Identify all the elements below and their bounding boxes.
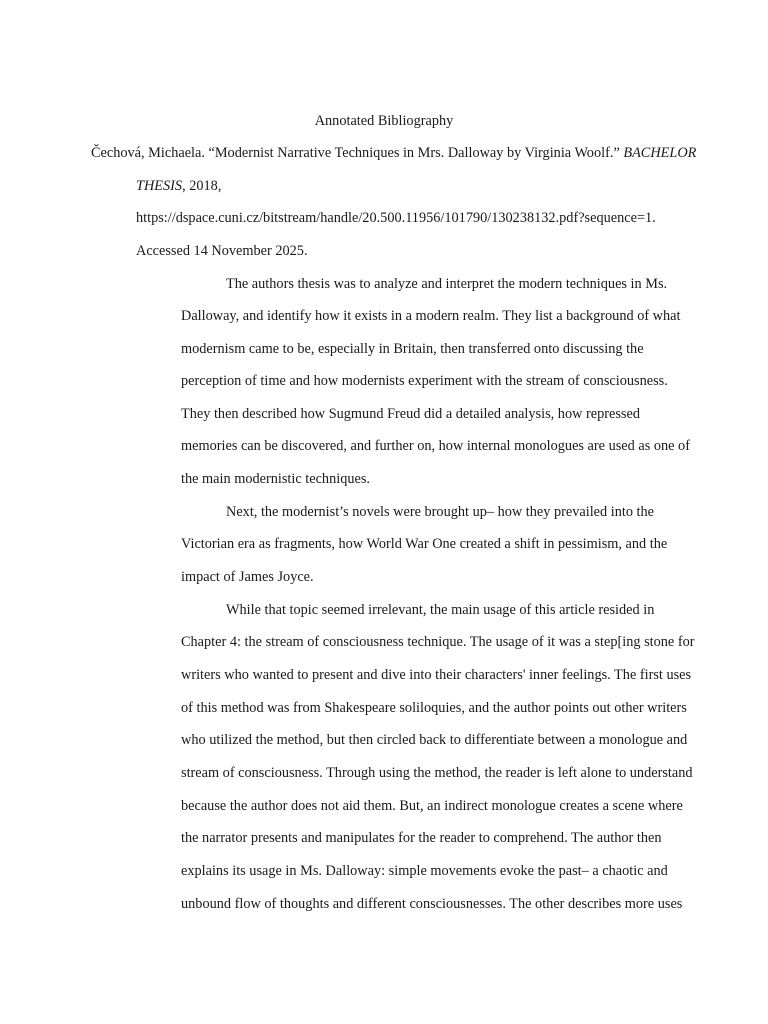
paragraph-2-line: impact of James Joyce. — [181, 569, 314, 585]
paragraph-3-line: writers who wanted to present and dive into their characters' inner feelings. The first uses — [181, 667, 692, 683]
paragraph-3-line: unbound flow of thoughts and different consciousnesses. The other describes more uses — [181, 896, 683, 912]
paragraph-1-line: memories can be discovered, and further on, how internal monologues are used as one of — [181, 438, 690, 454]
paragraph-3-line: who utilized the method, but then circled back to differentiate between a monologue and — [181, 732, 688, 748]
citation-line-1 — [91, 146, 696, 160]
citation-journal-part-1: BACHELOR — [623, 145, 697, 161]
citation-line-2 — [136, 179, 221, 193]
paragraph-1-line: the main modernistic techniques. — [181, 471, 370, 487]
citation-accessed: Accessed 14 November 2025. — [136, 243, 308, 259]
citation-url: https://dspace.cuni.cz/bitstream/handle/20.500.11956/101790/130238132.pdf?sequence=1. — [136, 210, 656, 226]
paragraph-3-line: of this method was from Shakespeare soliloquies, and the author points out other writers — [181, 700, 687, 716]
paragraph-1-line: modernism came to be, especially in Britain, then transferred onto discussing the — [181, 341, 644, 357]
paragraph-1-line: They then described how Sugmund Freud did a detailed analysis, how repressed — [181, 406, 640, 422]
paragraph-3-line: the narrator presents and manipulates for the reader to comprehend. The author then — [181, 830, 662, 846]
paragraph-1-line: Dalloway, and identify how it exists in a modern realm. They list a background of what — [181, 308, 681, 324]
paragraph-3-line: While that topic seemed irrelevant, the main usage of this article resided in — [226, 602, 655, 618]
paragraph-3-line: because the author does not aid them. But, an indirect monologue creates a scene where — [181, 798, 683, 814]
paragraph-1-line: The authors thesis was to analyze and interpret the modern techniques in Ms. — [226, 276, 668, 292]
paragraph-3-line: stream of consciousness. Through using the method, the reader is left alone to understand — [181, 765, 693, 781]
citation-author-article: Čechová, Michaela. “Modernist Narrative Techniques in Mrs. Dalloway by Virginia Woolf.” — [91, 145, 620, 161]
citation-journal-part-2: THESIS — [136, 178, 183, 194]
paragraph-1-line: perception of time and how modernists experiment with the stream of consciousness. — [181, 373, 668, 389]
citation-year: , 2018, — [182, 178, 222, 194]
document-title: Annotated Bibliography — [314, 113, 454, 129]
paragraph-2-line: Next, the modernist’s novels were brought up– how they prevailed into the — [226, 504, 655, 520]
paragraph-3-line: Chapter 4: the stream of consciousness technique. The usage of it was a step[ing stone for — [181, 634, 695, 650]
paragraph-2-line: Victorian era as fragments, how World War One created a shift in pessimism, and the — [181, 536, 668, 552]
paragraph-3-line: explains its usage in Ms. Dalloway: simple movements evoke the past– a chaotic and — [181, 863, 668, 879]
